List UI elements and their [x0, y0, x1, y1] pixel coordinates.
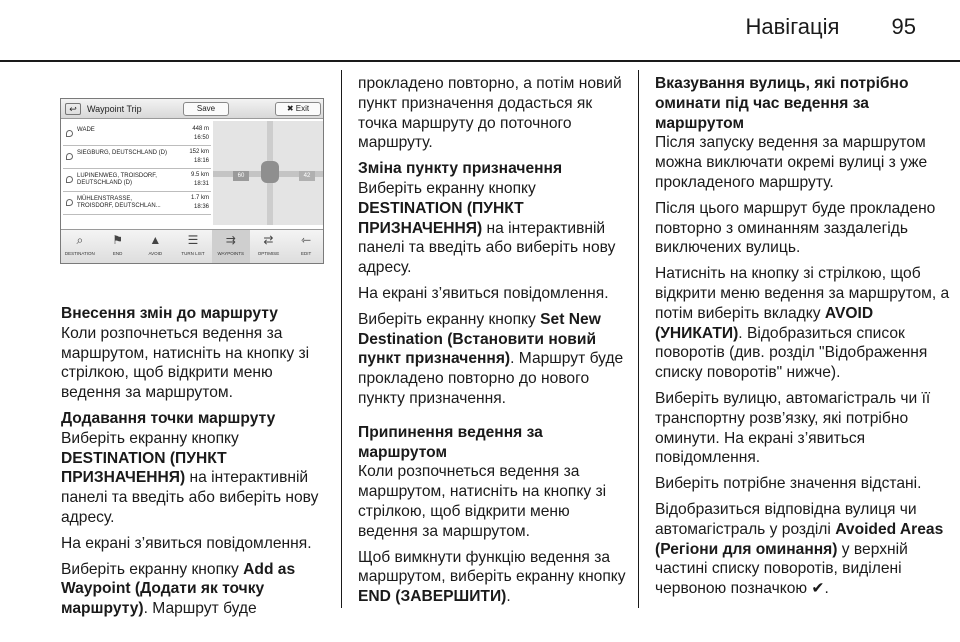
waypoint-distance: 152 km: [189, 149, 209, 155]
waypoints-tab: [212, 230, 250, 264]
text: . Відобразиться список поворотів (див. розділ "Відображення списку поворотів" нижче).: [655, 324, 928, 382]
heading-change-destination: Зміна пункту призначення: [358, 160, 563, 178]
paragraph: Виберіть вулицю, автомагістраль чи її транспортну розв’язку, які потрібно оминути. На екрані з’явиться повідомлення.: [655, 389, 931, 467]
exit-button: [275, 102, 321, 116]
edit-icon: ⇽: [301, 233, 312, 247]
button-reference: Add as Waypoint (Додати як точку маршруту): [61, 560, 296, 618]
column-divider-2: [638, 70, 639, 608]
waypoint-name: SIEGBURG, DEUTSCHLAND (D): [77, 150, 168, 156]
text: на інтерактивній панелі та введіть або виберіть нову адресу.: [358, 219, 616, 277]
turn-list-icon: ☰: [187, 233, 199, 247]
pin-icon: [66, 130, 73, 137]
tab-label: AVOID: [148, 251, 163, 256]
end-icon: ⚑: [112, 233, 123, 247]
tab-label: OPTIMISE: [257, 251, 280, 256]
destination-icon: ⌕: [76, 233, 84, 247]
paragraph: На екрані з’явиться повідомлення.: [61, 534, 312, 552]
heading-add-waypoint: Додавання точки маршруту: [61, 409, 276, 427]
list-item: [63, 192, 211, 215]
navigation-screenshot: [60, 98, 324, 264]
column-3: [655, 74, 955, 605]
back-icon: ↩: [65, 103, 81, 115]
turn-list-tab: [174, 230, 212, 264]
paragraph: Після запуску ведення за маршрутом можна виключати окремі вулиці з уже прокладеного маршруту.: [655, 134, 928, 191]
button-reference: Set New Destination (Встановити новий пункт призначення): [358, 310, 601, 368]
section-title: Навігація: [745, 14, 840, 39]
waypoint-name: MÜHLENSTRASSE, TROISDORF, DEUTSCHLAN...: [77, 196, 161, 209]
heading-avoid-streets: Вказування вулиць, які потрібно оминати під час ведення за маршрутом: [655, 75, 909, 132]
text: . Маршрут буде: [143, 600, 257, 618]
waypoint-time: 16:50: [193, 135, 209, 141]
waypoint-name: WADE: [77, 127, 95, 133]
text: .: [506, 588, 511, 606]
waypoint-time: 18:31: [193, 181, 209, 187]
waypoint-distance: 1.7 km: [190, 195, 209, 201]
map-view: [213, 121, 323, 225]
pin-icon: [66, 176, 73, 183]
waypoint-list: [63, 123, 211, 215]
waypoint-distance: 448 m: [192, 126, 209, 132]
list-item: [63, 169, 211, 192]
waypoint-time: 18:16: [193, 158, 209, 164]
paragraph: Після цього маршрут буде прокладено повторно з оминанням заздалегідь виключених вулиць.: [655, 199, 936, 257]
text: Виберіть екранну кнопку: [358, 179, 536, 197]
avoid-icon: ▲: [149, 233, 162, 247]
exit-label: Exit: [295, 104, 310, 113]
paragraph: Коли розпочнеться ведення за маршрутом, натисніть на кнопку зі стрілкою, щоб відкрити меню ведення за маршрутом.: [358, 463, 607, 540]
text: . Маршрут буде прокладено повторно до нового пункту призначення.: [358, 350, 624, 407]
column-1: [61, 304, 333, 625]
speed-sign: 60: [233, 171, 249, 181]
button-reference: DESTINATION (ПУНКТ ПРИЗНАЧЕННЯ): [61, 449, 227, 487]
tab-label: WAYPOINTS: [217, 251, 244, 256]
optimise-tab: [250, 230, 288, 264]
optimise-icon: ⇄: [263, 233, 274, 247]
end-tab: [99, 230, 137, 264]
screen-title: Waypoint Trip: [87, 104, 142, 114]
button-reference: DESTINATION (ПУНКТ ПРИЗНАЧЕННЯ): [358, 199, 524, 237]
paragraph: [358, 548, 630, 607]
text: Виберіть екранну кнопку: [358, 310, 541, 328]
header-rule: [0, 60, 960, 62]
paragraph: На екрані з’явиться повідомлення.: [358, 284, 609, 302]
waypoints-icon: ⇉: [225, 233, 236, 247]
waypoint-time: 18:36: [193, 204, 209, 210]
paragraph: [61, 429, 333, 528]
button-reference: END (ЗАВЕРШИТИ): [358, 588, 507, 606]
text: Відобразиться відповідна вулиця чи автомагістраль у розділі: [655, 500, 917, 538]
text: у верхній частині списку поворотів, виділені червоною позначкою ✔.: [655, 540, 908, 598]
text: Виберіть екранну кнопку: [61, 560, 244, 578]
paragraph: [655, 264, 955, 383]
tab-label: END: [112, 251, 123, 256]
text: Щоб вимкнути функцію ведення за маршрутом, виберіть екранну кнопку: [358, 548, 626, 586]
exit-icon: ✖: [286, 104, 294, 113]
tab-label: EDIT: [301, 251, 312, 256]
page-header: [746, 14, 917, 40]
waypoint-distance: 9.5 km: [190, 172, 209, 178]
avoid-tab: [136, 230, 174, 264]
destination-tab: [61, 230, 99, 264]
tab-label: DESTINATION: [64, 251, 95, 256]
paragraph: Коли розпочнеться ведення за маршрутом, натисніть на кнопку зі стрілкою, щоб відкрити меню ведення за маршрутом.: [61, 324, 310, 402]
tab-label: TURN LIST: [181, 251, 205, 256]
area-reference: Avoided Areas (Регіони для оминання): [655, 520, 944, 558]
page-number: 95: [891, 14, 916, 39]
save-button: Save: [183, 102, 229, 116]
waypoint-name: LUPINENWEG, TROISDORF, DEUTSCHLAND (D): [77, 173, 157, 186]
heading-edit-route: Внесення змін до маршруту: [61, 305, 278, 322]
paragraph: [61, 560, 333, 619]
heading-stop-guidance: Припинення ведення за маршрутом: [358, 423, 543, 461]
vehicle-position-icon: [261, 161, 279, 183]
paragraph: прокладено повторно, а потім новий пункт призначення додасться як точка маршруту до поточного маршруту.: [358, 75, 622, 152]
paragraph: [358, 179, 630, 278]
text: на інтерактивній панелі та введіть або виберіть нову адресу.: [61, 469, 319, 526]
screen-top-bar: [61, 99, 324, 119]
paragraph: Виберіть потрібне значення відстані.: [655, 475, 922, 493]
pin-icon: [66, 153, 73, 160]
text: Натисніть на кнопку зі стрілкою, щоб відкрити меню ведення за маршрутом, а потім виберіть вкладку: [655, 265, 950, 322]
edit-tab: [287, 230, 324, 264]
button-reference: AVOID (УНИКАТИ): [655, 304, 874, 342]
text: Виберіть екранну кнопку: [61, 429, 239, 447]
list-item: [63, 146, 211, 169]
paragraph: [358, 310, 630, 409]
paragraph: [655, 500, 955, 599]
column-2: [358, 74, 630, 613]
flag-icon: [66, 199, 73, 206]
list-item: [63, 123, 211, 146]
interaction-bar: [61, 229, 324, 264]
speed-sign: 42: [299, 171, 315, 181]
column-divider-1: [341, 70, 342, 608]
